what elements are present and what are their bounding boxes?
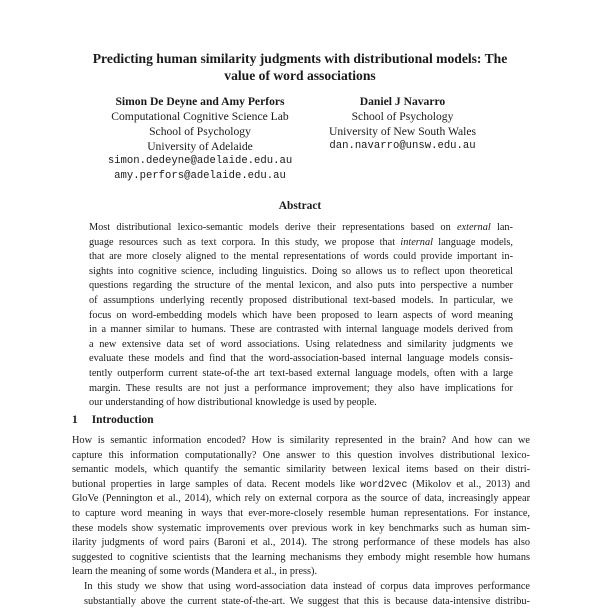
abstract-line: focus on word-embedding models which have been proposed to learn aspects of word meaning bbox=[89, 309, 513, 321]
paper-title bbox=[60, 50, 540, 84]
intro-line: to capture word meaning in ways that ever-more-closely resemble human representations. For instance, bbox=[72, 507, 530, 519]
affiliation: University of Adelaide bbox=[147, 140, 253, 153]
abstract-line: of assumptions underlying recently proposed distributional text-based models. In particular, we bbox=[89, 294, 513, 306]
abstract-line: tently outperform current state-of-the art text-based external language models, often with a large bbox=[89, 367, 513, 379]
intro-line: these models show systematic improvements over previous work in key benchmarks such as human sim- bbox=[72, 522, 530, 534]
intro-line: semantic models, which quantify the semantic similarity between lexical items based on their distri- bbox=[72, 464, 530, 476]
affiliation: Computational Cognitive Science Lab bbox=[111, 110, 289, 123]
abstract-line: a new extensive data set of word associations. Using relatedness and similarity judgments we bbox=[89, 338, 513, 350]
abstract-line: margin. These results are not just a performance improvement; they also have implications for bbox=[89, 382, 513, 394]
abstract-line: in a manner similar to humans. These are contrasted with internal language models derived from bbox=[89, 324, 513, 336]
intro-line: GloVe (Pennington et al., 2014), which rely on external corpora as the source of data, increasingly appear bbox=[72, 493, 530, 505]
intro-paragraph-1 bbox=[72, 434, 530, 580]
abstract-line: our understanding of how distributional knowledge is used by people. bbox=[89, 397, 377, 409]
abstract-line: evaluate these models and find that the word-association-based internal language models consis- bbox=[89, 353, 513, 365]
title-line-1: Predicting human similarity judgments with distributional models: The bbox=[92, 51, 508, 66]
abstract-heading: Abstract bbox=[278, 200, 322, 212]
intro-line: suggested to cognitive scientists that the learning mechanisms they embody might resemble how humans bbox=[72, 551, 530, 563]
abstract-line: Most distributional lexico-semantic models derive their representations based on external lan- bbox=[89, 222, 513, 233]
abstract-line: sights into cognitive science, including linguistics. Doing so allows us to reflect upon theoretical bbox=[89, 265, 513, 277]
section-title: Introduction bbox=[91, 414, 154, 426]
intro-line: In this study we show that using word-association data instead of corpus data improves performance bbox=[84, 580, 530, 592]
abstract-line: questions regarding the structure of the mental lexicon, and also puts into perspective a number bbox=[89, 280, 513, 292]
intro-line: capture this information computationally? One answer to this question involves distributional lexico- bbox=[72, 449, 530, 461]
intro-line: ilarity judgments of word pairs (Baroni et al., 2014). The strong performance of these models has also bbox=[72, 537, 530, 549]
abstract-body bbox=[89, 221, 513, 411]
affiliation: School of Psychology bbox=[351, 110, 454, 123]
introduction-body bbox=[72, 434, 530, 609]
author-email: simon.dedeyne@adelaide.edu.au bbox=[107, 155, 293, 167]
intro-line: substantially above the current state-of-the-art. We suggest that this is because data-intensive distribu- bbox=[84, 595, 530, 607]
intro-line: learn the meaning of some words (Mandera et al., in press). bbox=[72, 566, 318, 578]
author-block-left bbox=[70, 94, 330, 184]
intro-line: How is semantic information encoded? How is similarity represented in the brain? And how can we bbox=[72, 435, 530, 446]
title-line-2: value of word associations bbox=[224, 68, 376, 83]
author-names: Daniel J Navarro bbox=[359, 95, 446, 108]
author-email: amy.perfors@adelaide.edu.au bbox=[114, 170, 286, 182]
author-email: dan.navarro@unsw.edu.au bbox=[329, 140, 476, 152]
affiliation: School of Psychology bbox=[149, 125, 251, 138]
abstract-line: guage resources such as text corpora. In this study, we propose that internal language models, bbox=[89, 236, 513, 248]
author-block-right bbox=[300, 94, 505, 154]
intro-line: butional properties in large samples of data. Recent models like word2vec (Mikolov et al., 2013) and bbox=[72, 478, 531, 490]
section-heading bbox=[72, 414, 154, 426]
section-number: 1 bbox=[72, 414, 78, 426]
affiliation: University of New South Wales bbox=[329, 125, 476, 138]
intro-paragraph-2 bbox=[72, 580, 530, 609]
author-names: Simon De Deyne and Amy Perfors bbox=[115, 95, 285, 108]
abstract-line: that are more closely aligned to the mental representations of words could provide important in- bbox=[89, 251, 513, 263]
